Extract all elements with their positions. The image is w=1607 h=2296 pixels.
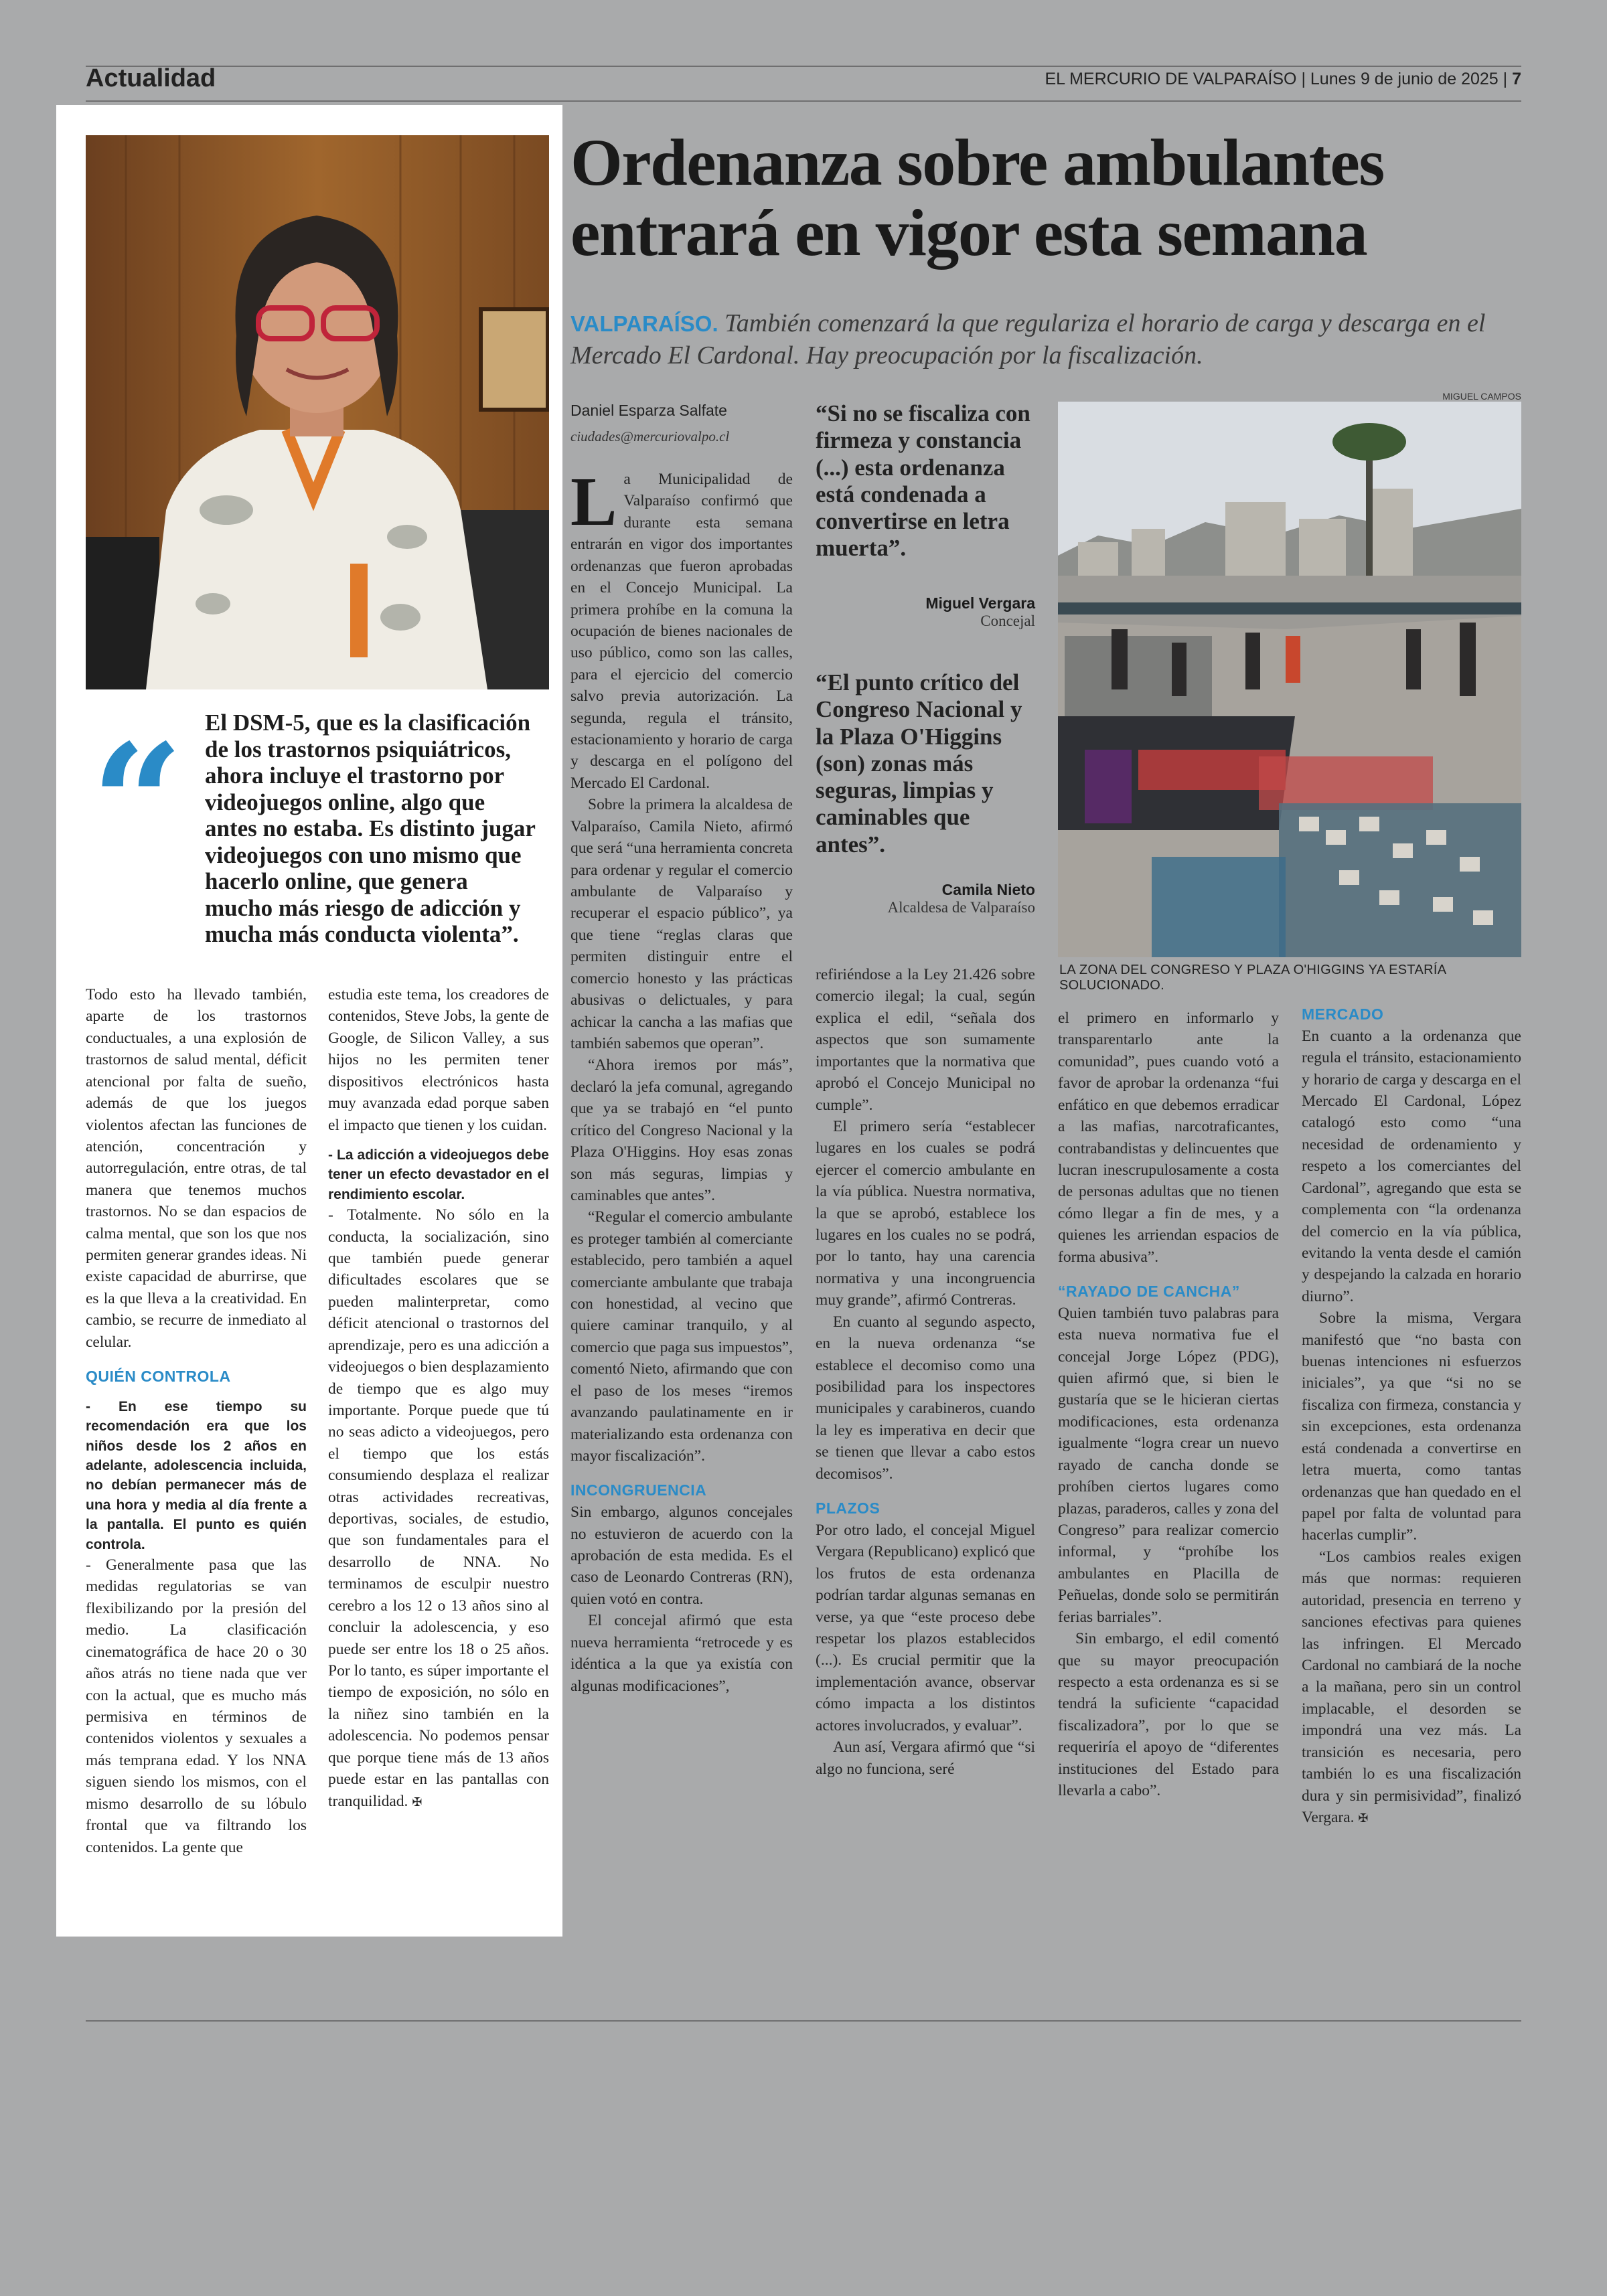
pull-quote-name: Miguel Vergara — [925, 594, 1035, 612]
pull-quote-name: Camila Nieto — [941, 880, 1035, 898]
pull-quote-role: Concejal — [980, 612, 1035, 629]
subheading: “RAYADO DE CANCHA” — [1058, 1283, 1240, 1301]
paragraph: - Totalmente. No sólo en la conducta, la socialización, sino que también puede generar dificultades escolares que se pueden malinterpretar, como déficit atencional o trastornos del aprendizaje, pero es una adicción a videojuegos o bien desplazamiento de tiempo que es algo muy importante. Porque puede que tú no seas adicto a videojuegos, pero el tiempo que los estás consumiendo desplaza el realizar otras actividades recreativas, deportivas, sociales, de estudio, que son fundamentales para el desarrollo de NNA. No terminamos de esculpir nuestro cerebro a los 12 o 13 años sino al concluir la adolescencia, y eso puede ser entre los 18 o 25 años. Por lo tanto, es súper importante el tiempo de exposición, no sólo en la niñez sino también en la adolescencia. No podemos pensar que porque tiene más de 13 años puede estar en las pantallas con tranquilidad. — [328, 1206, 549, 1810]
paragraph: “Regular el comercio ambulante es proteger también al comerciante establecido, pero también a aquel comerciante ambulante que trabaja con honestidad, al vecino que quiere caminar tranquilo, y al comercio que paga sus impuestos”, comentó Nieto, afirmando que con el paso de los meses “iremos avanzando paulatinamente en ir materializando esta ordenanza con mayor fiscalización”. — [570, 1208, 793, 1465]
sidebar-pull-quote: El DSM-5, que es la clasificación de los trastornos psiquiátricos, ahora incluye el trastorno por videojuegos online, algo que antes no estaba. Es distinto jugar videojuegos con uno mismo que hacerlo online, que genera mucho más riesgo de adicción y mucha más conducta violenta”. — [205, 710, 536, 948]
interview-question: - En ese tiempo su recomendación era que los niños desde los 2 años en adelante, adolescencia incluida, no debían permanecer más de una hora y media al día frente a la pantalla. El punto es quién controla. — [86, 1398, 307, 1552]
section-title: Actualidad — [86, 64, 216, 92]
paragraph: el primero en informarlo y transparentarlo ante la comunidad”, pues cuando votó a favor de aprobar la ordenanza “fui enfático en que debemos erradicar a las mafias, narcotraficantes, contrabandistas y delincuentes que lucran inescrupulosamente a costa de personas adultas que no tienen cómo llegar a fin de mes, y a quienes les arriendan espacios de forma abusiva”. — [1058, 1009, 1279, 1266]
article-column-4 — [1302, 1004, 1521, 1828]
article-column-3 — [1058, 1007, 1279, 1802]
article-deck — [570, 308, 1521, 372]
paragraph: a Municipalidad de Valparaíso confirmó que durante esta semana entrarán en vigor dos importantes ordenanzas que fueron aprobadas en el Concejo Municipal. La primera prohíbe en la comuna la ocupación de bienes nacionales de uso público, como son las calles, para el ejercicio del comercio salvo previa autorización. La segunda, regula el tránsito, estacionamiento y horario de carga y descarga en el polígono del Mercado El Cardonal. — [570, 471, 793, 792]
author-email: ciudades@mercuriovalpo.cl — [570, 428, 730, 444]
subheading: MERCADO — [1302, 1005, 1384, 1023]
byline: Daniel Esparza Salfate — [570, 402, 727, 419]
subheading: QUIÉN CONTROLA — [86, 1368, 231, 1386]
pull-quote-text: “Si no se fiscaliza con firmeza y constancia (...) esta ordenanza está condenada a convertirse en letra muerta”. — [816, 400, 1030, 562]
paragraph: Sin embargo, el edil comentó que su mayor preocupación respecto a esta ordenanza es si se tendrá la suficiente “capacidad fiscalizadora”, por lo que se requeriría el apoyo de “diferentes instituciones del Estado para llevarla a cabo”. — [1058, 1630, 1279, 1800]
paragraph: En cuanto al segundo aspecto, en la nueva ordenanza “se establece el decomiso como una posibilidad para los inspectores municipales y carabineros, cuando la ley es imperativa en decir que se tienen que llevar a cabo estos decomisos”. — [816, 1313, 1035, 1483]
dateline-place: VALPARAÍSO. — [570, 311, 718, 336]
paragraph: Todo esto ha llevado también, aparte de los trastornos conductuales, a una explosión de trastornos de salud mental, déficit atencional por falta de sueño, además de que los juegos violentos afectan las funciones de atención, concentración y autorregulación, entre otras, de tal manera que tenemos muchos trastornos. No se dan espacios de calma mental, que son los que nos permiten generar grandes ideas. Ni existe capacidad de aburrirse, que es la que lleva a la creatividad. En cambio, se recurre de inmediato al celular. — [86, 986, 307, 1351]
paragraph: “Ahora iremos por más”, declaró la jefa comunal, agregando que ya se trabajó en “el punto crítico del Congreso Nacional y la Plaza O'Higgins. Hoy esas zonas son más seguras, limpias y caminables que antes”. — [570, 1056, 793, 1204]
page-number: 7 — [1512, 70, 1521, 88]
paragraph: estudia este tema, los creadores de contenidos, Steve Jobs, la gente de Google, de Silicon Valley, a sus hijos no les permiten tener dispositivos electrónicos hasta muy avanzada edad porque saben el impacto que tienen y los cuidan. — [328, 986, 549, 1134]
interviewee-photo — [86, 135, 549, 689]
sidebar-column-1 — [86, 984, 307, 1858]
paragraph: Sobre la misma, Vergara manifestó que “no basta con buenas intenciones ni esfuerzos iniciales”, ya que “si no se fiscaliza con firmeza, constancia y sin excepciones, esta ordenanza está condenada a convertirse en letra muerta, como tantas ordenanzas que han quedado en el papel por falta de voluntad para hacerlas cumplir”. — [1302, 1309, 1521, 1544]
paragraph: En cuanto a la ordenanza que regula el tránsito, estacionamiento y horario de carga y descarga en el Mercado El Cardonal, López catalogó esto como “una necesidad de ordenamiento y respeto a los comerciantes del Cardonal”, agregando que esta se complementa con “la ordenanza del comercio en la vía pública, evitando la venta desde el camión y despejando la calzada en horario diurno”. — [1302, 1027, 1521, 1305]
quote-mark-icon: “ — [91, 709, 184, 898]
end-mark-icon: ✠ — [1358, 1811, 1369, 1825]
issue-date: Lunes 9 de junio de 2025 — [1310, 70, 1499, 88]
pull-quote-1 — [816, 400, 1035, 630]
pull-quote-2 — [816, 669, 1035, 916]
paragraph: - Generalmente pasa que las medidas regulatorias se van flexibilizando por la presión del medio. La clasificación cinematográfica de hace 20 o 30 años atrás no tiene nada que ver con la actual, que es mucho más permisiva en términos de contenidos violentos y sexuales a más temprana edad. Y los NNA siguen siendo los mismos, con el mismo desarrollo de su lóbulo frontal que va filtrando los contenidos. La gente que — [86, 1556, 307, 1856]
paragraph: Sobre la primera la alcaldesa de Valparaíso, Camila Nieto, afirmó que será “una herramienta concreta para ordenar y regular el comercio ambulante de Valparaíso y recuperar el espacio público”, ya que tiene “reglas claras que permiten distinguir entre el comercio honesto y las prácticas abusivas o delictuales, y para achicar la cancha a las mafias que también sabemos que operan”. — [570, 796, 793, 1052]
paragraph: Aun así, Vergara afirmó que “si algo no funciona, seré — [816, 1738, 1035, 1778]
photo-credit: MIGUEL CAMPOS — [1442, 391, 1521, 402]
street-market-photo — [1058, 402, 1521, 957]
pull-quote-role: Alcaldesa de Valparaíso — [887, 898, 1035, 916]
article-headline: Ordenanza sobre ambulantes entrará en vigor esta semana — [570, 125, 1384, 270]
drop-cap: L — [570, 463, 617, 540]
paragraph: El primero sería “establecer lugares en los cuales se podrá ejercer el comercio ambulante en la vía pública. Nuestra normativa, la que se aprobó, establece los lugares en los cuales no se podrá, por lo tanto, hay una carencia normativa y una incongruencia muy grande”, afirmó Contreras. — [816, 1117, 1035, 1309]
paragraph: Por otro lado, el concejal Miguel Vergara (Republicano) explicó que los frutos de esta ordenanza podrían tardar algunas semanas en verse, ya que “este proceso debe respetar los plazos establecidos (...). Es crucial permitir que la implementación avance, observar cómo impacta a los distintos actores involucrados, y evaluar”. — [816, 1521, 1035, 1734]
paragraph: El concejal afirmó que esta nueva herramienta “retrocede y es idéntica a la que ya existía con algunas modificaciones”, — [570, 1612, 793, 1695]
interview-question: - La adicción a videojuegos debe tener un efecto devastador en el rendimiento escolar. — [328, 1147, 549, 1202]
subheading: INCONGRUENCIA — [570, 1481, 707, 1499]
footer-rule — [86, 2020, 1521, 2022]
paragraph: refiriéndose a la Ley 21.426 sobre comercio ilegal; la cual, según explica el edil, “señala dos aspectos que son sumamente importantes que la normativa que aprobó el Concejo Municipal no cumple”. — [816, 966, 1035, 1114]
folio: EL MERCURIO DE VALPARAÍSO | Lunes 9 de junio de 2025 | 7 — [1045, 70, 1521, 88]
paragraph: Quien también tuvo palabras para esta nueva normativa fue el concejal Jorge López (PDG), quien afirmó que, si bien le gustaría que se le hicieran ciertas modificaciones, esta ordenanza igualmente “logra crear un nuevo rayado de cancha donde se prohíben ciertos lugares como plazas, paraderos, calles y zona del Congreso” para realizar comercio informal, y “prohíbe los ambulantes en Placilla de Peñuelas, donde solo se permitirán ferias barriales”. — [1058, 1304, 1279, 1626]
photo-caption: LA ZONA DEL CONGRESO Y PLAZA O'HIGGINS YA ESTARÍA SOLUCIONADO. — [1059, 963, 1446, 993]
article-column-2 — [816, 964, 1035, 1780]
paragraph: Sin embargo, algunos concejales no estuvieron de acuerdo con la aprobación de esta medida. Es el caso de Leonardo Contreras (RN), quien votó en contra. — [570, 1503, 793, 1608]
sidebar-column-2 — [328, 984, 549, 1812]
pull-quote-text: “El punto crítico del Congreso Nacional y la Plaza O'Higgins (son) zonas más seguras, limpias y caminables que antes”. — [816, 669, 1022, 857]
deck-text: También comenzará la que regulariza el horario de carga y descarga en el Mercado El Cardonal. Hay preocupación por la fiscalización. — [570, 309, 1486, 370]
end-mark-icon: ✠ — [412, 1795, 423, 1809]
header-top-rule — [86, 66, 1521, 67]
header-bottom-rule — [86, 100, 1521, 102]
paragraph: “Los cambios reales exigen más que normas: requieren autoridad, presencia en terreno y sanciones efectivas para quienes las infringen. El Mercado Cardonal no cambiará de la noche a la mañana, pero sin un control implacable, el desorden se impondrá una vez más. La transición es necesaria, pero también lo es una fiscalización dura y sin permisividad”, finalizó Vergara. — [1302, 1548, 1521, 1826]
subheading: PLAZOS — [816, 1499, 881, 1518]
article-column-1 — [570, 463, 793, 1697]
publication-name: EL MERCURIO DE VALPARAÍSO — [1045, 70, 1297, 88]
